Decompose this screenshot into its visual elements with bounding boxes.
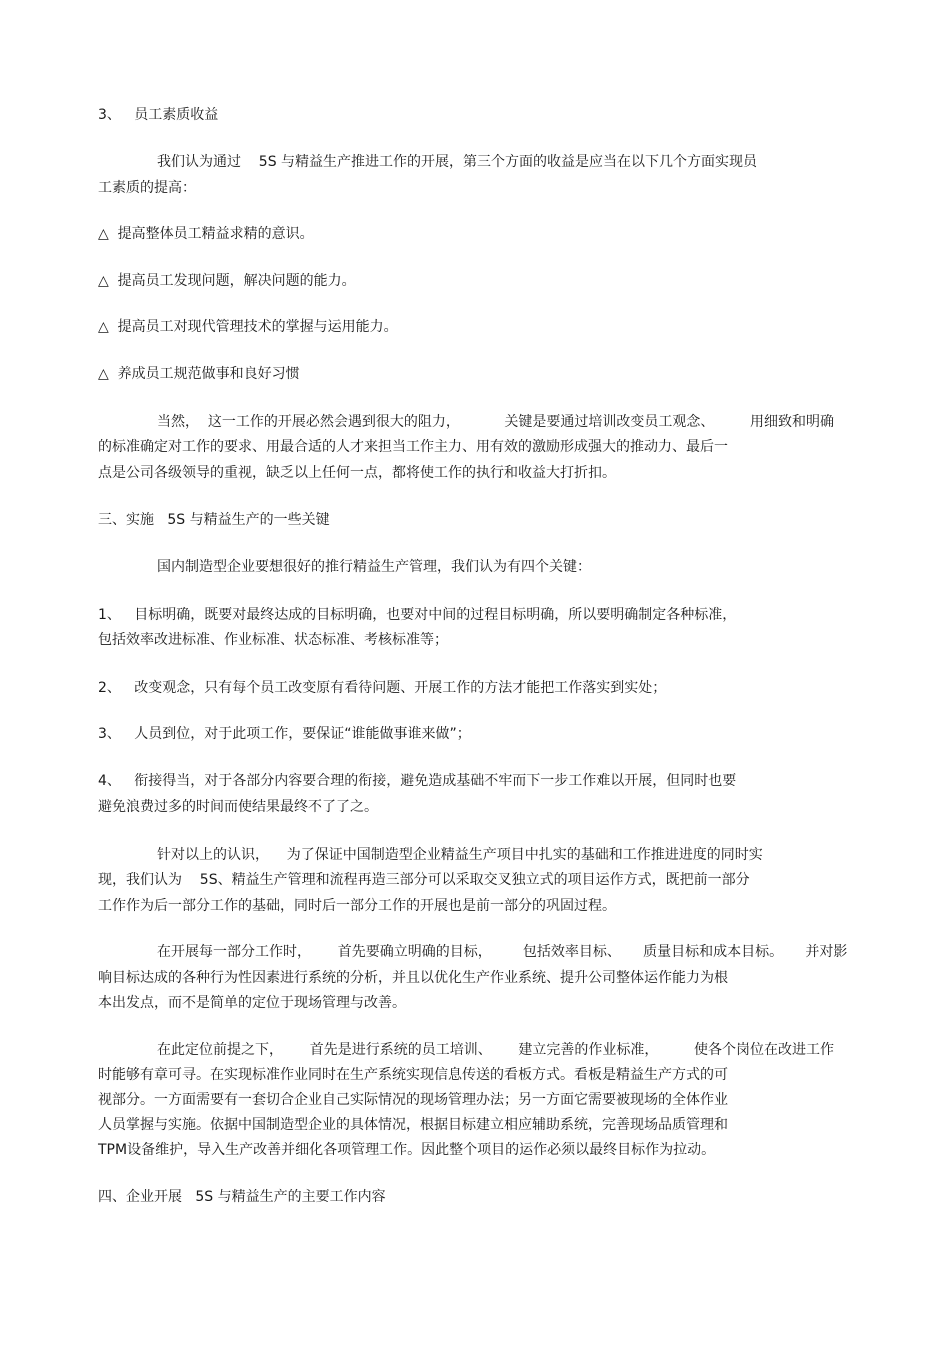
paragraph-line: 工作作为后一部分工作的基础，同时后一部分工作的开展也是前一部分的巩固过程。 [98, 898, 616, 914]
bullet-item: △ 提高员工对现代管理技术的掌握与运用能力。 [98, 319, 398, 335]
paragraph-line: 针对以上的认识， 为了保证中国制造型企业精益生产项目中扎实的基础和工作推进进度的同时实 [157, 847, 763, 863]
paragraph-line: 国内制造型企业要想很好的推行精益生产管理，我们认为有四个关键： [157, 559, 591, 575]
bullet-item: △ 提高整体员工精益求精的意识。 [98, 226, 314, 242]
heading-employee-quality: 3、 员工素质收益 [98, 107, 219, 123]
paragraph-line: 点是公司各级领导的重视，缺乏以上任何一点，都将使工作的执行和收益大打折扣。 [98, 465, 616, 481]
paragraph-line: 我们认为通过 5S 与精益生产推进工作的开展，第三个方面的收益是应当在以下几个方面实现员 [157, 154, 758, 170]
bullet-item: △ 提高员工发现问题，解决问题的能力。 [98, 273, 356, 289]
paragraph-line: 在此定位前提之下， 首先是进行系统的员工培训、 建立完善的作业标准， 使各个岗位在改进工作 [157, 1042, 835, 1058]
section-heading: 四、企业开展 5S 与精益生产的主要工作内容 [98, 1189, 386, 1205]
paragraph-line: TPM设备维护，导入生产改善并细化各项管理工作。因此整个项目的运作必须以最终目标作为拉动。 [98, 1142, 716, 1158]
paragraph-line: 在开展每一部分工作时， 首先要确立明确的目标， 包括效率目标、 质量目标和成本目标。 并对影 [157, 944, 848, 960]
paragraph-line: 本出发点，而不是简单的定位于现场管理与改善。 [98, 995, 406, 1011]
key-item: 2、 改变观念，只有每个员工改变原有看待问题、开展工作的方法才能把工作落实到实处； [98, 680, 667, 696]
bullet-item: △ 养成员工规范做事和良好习惯 [98, 366, 300, 382]
key-item: 避免浪费过多的时间而使结果最终不了了之。 [98, 799, 378, 815]
paragraph-line: 现，我们认为 5S、精益生产管理和流程再造三部分可以采取交叉独立式的项目运作方式，既把前一部分 [98, 872, 750, 888]
paragraph-line: 视部分。一方面需要有一套切合企业自己实际情况的现场管理办法；另一方面它需要被现场的全体作业 [98, 1092, 728, 1108]
key-item: 包括效率改进标准、作业标准、状态标准、考核标准等； [98, 632, 448, 648]
paragraph-line: 工素质的提高： [98, 180, 196, 196]
key-item: 4、 衔接得当，对于各部分内容要合理的衔接，避免造成基础不牢而下一步工作难以开展，但同时也要 [98, 773, 737, 789]
key-item: 3、 人员到位，对于此项工作，要保证“谁能做事谁来做”； [98, 726, 471, 742]
paragraph-line: 时能够有章可寻。在实现标准作业同时在生产系统实现信息传送的看板方式。看板是精益生产方式的可 [98, 1067, 728, 1083]
key-item: 1、 目标明确，既要对最终达成的目标明确，也要对中间的过程目标明确，所以要明确制定各种标准， [98, 607, 737, 623]
paragraph-line: 的标准确定对工作的要求、用最合适的人才来担当工作主力、用有效的激励形成强大的推动力、最后一 [98, 439, 728, 455]
paragraph-line: 人员掌握与实施。依据中国制造型企业的具体情况，根据目标建立相应辅助系统，完善现场品质管理和 [98, 1117, 728, 1133]
paragraph-line: 当然， 这一工作的开展必然会遇到很大的阻力， 关键是要通过培训改变员工观念、 用细致和明确 [157, 414, 835, 430]
section-heading: 三、实施 5S 与精益生产的一些关键 [98, 512, 330, 528]
paragraph-line: 响目标达成的各种行为性因素进行系统的分析，并且以优化生产作业系统、提升公司整体运作能力为根 [98, 970, 728, 986]
